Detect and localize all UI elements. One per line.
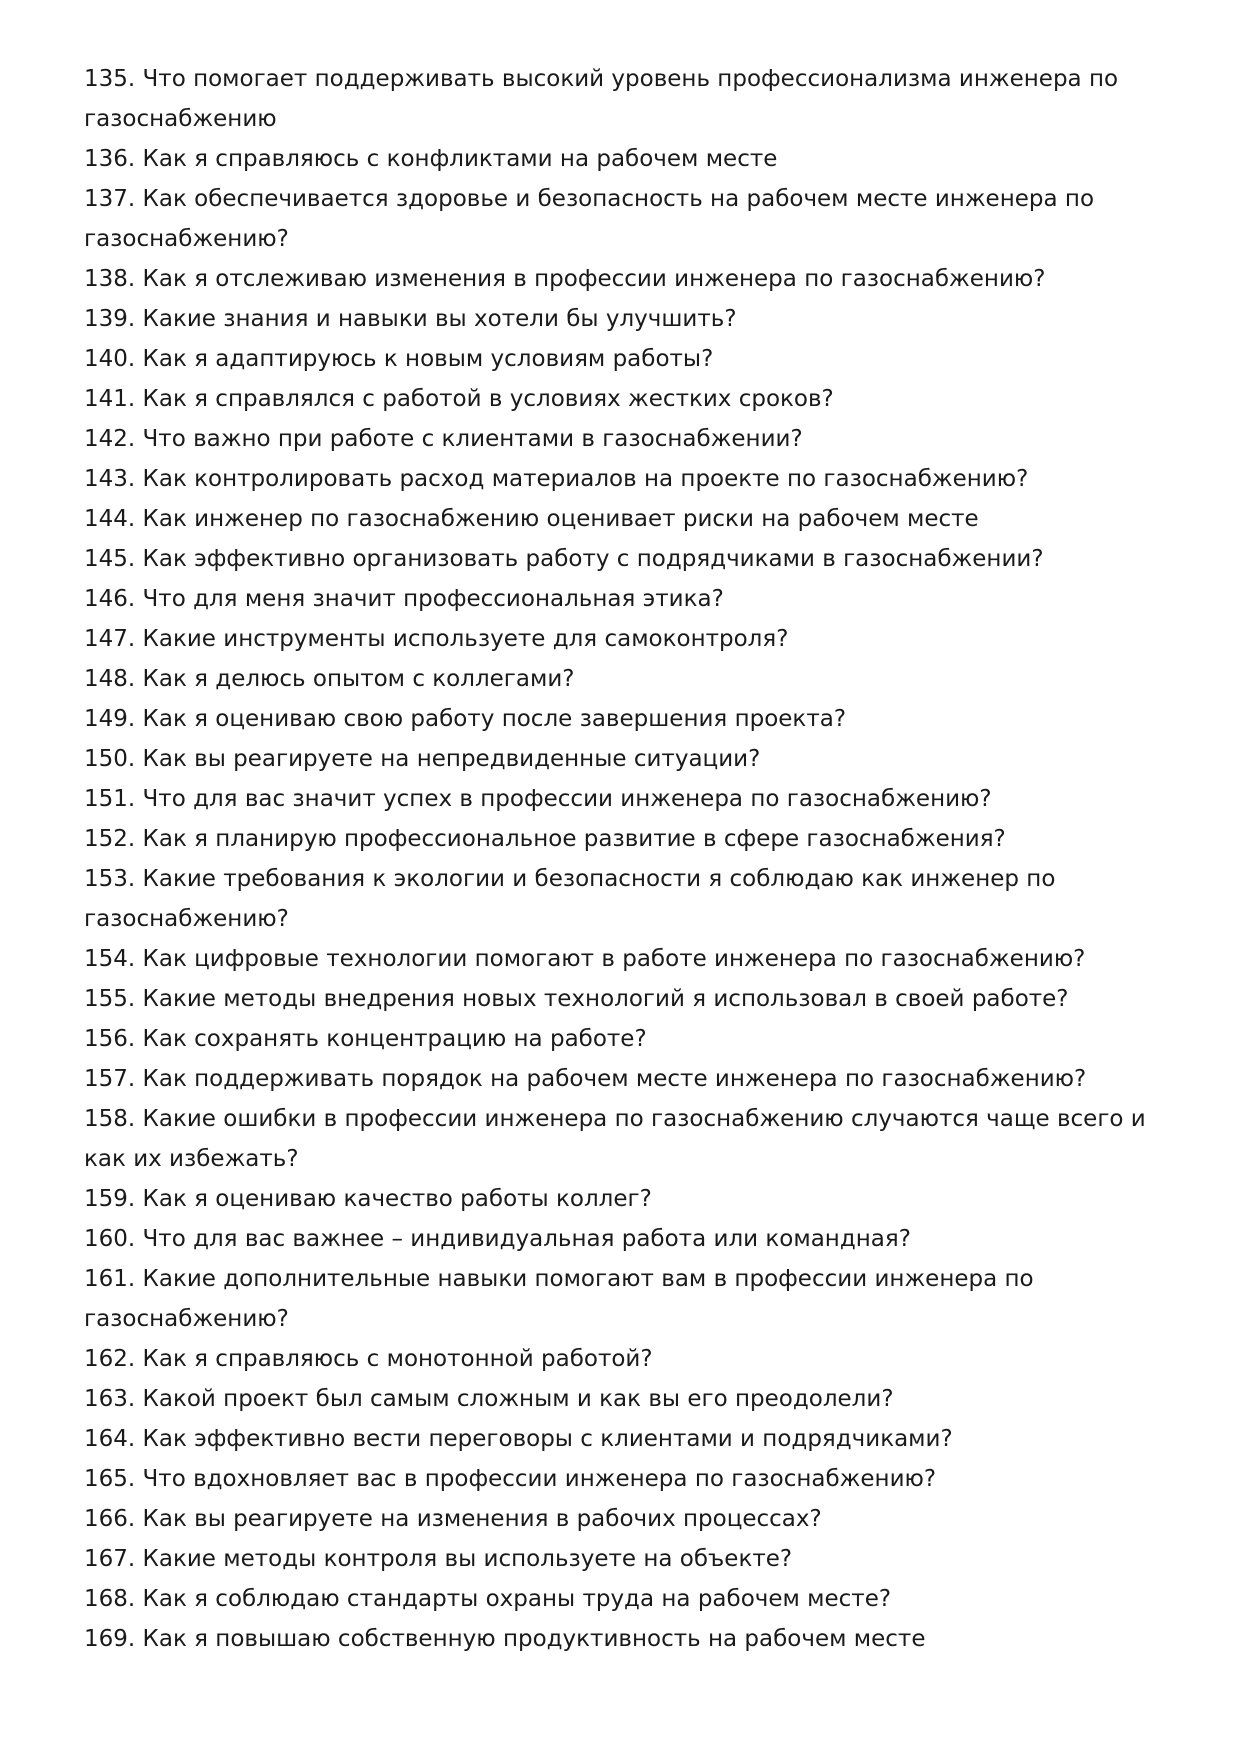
question-item: 156. Как сохранять концентрацию на работе?	[84, 1026, 647, 1052]
question-item: 167. Какие методы контроля вы используете на объекте?	[84, 1546, 793, 1572]
question-item: 135. Что помогает поддерживать высокий уровень профессионализма инженера по газоснабжению	[84, 66, 1119, 132]
question-item: 141. Как я справлялся с работой в условиях жестких сроков?	[84, 386, 834, 412]
question-item: 168. Как я соблюдаю стандарты охраны труда на рабочем месте?	[84, 1586, 892, 1612]
question-item: 139. Какие знания и навыки вы хотели бы улучшить?	[84, 306, 737, 332]
question-item: 159. Как я оцениваю качество работы коллег?	[84, 1186, 652, 1212]
question-item: 161. Какие дополнительные навыки помогают вам в профессии инженера по газоснабжению?	[84, 1266, 1034, 1332]
question-item: 150. Как вы реагируете на непредвиденные ситуации?	[84, 746, 761, 772]
question-item: 148. Как я делюсь опытом с коллегами?	[84, 666, 575, 692]
question-item: 137. Как обеспечивается здоровье и безопасность на рабочем месте инженера по газоснабжению?	[84, 186, 1095, 252]
question-item: 158. Какие ошибки в профессии инженера по газоснабжению случаются чаще всего и как их избежать?	[84, 1106, 1146, 1172]
question-item: 155. Какие методы внедрения новых технологий я использовал в своей работе?	[84, 986, 1069, 1012]
question-item: 145. Как эффективно организовать работу с подрядчиками в газоснабжении?	[84, 546, 1044, 572]
question-item: 164. Как эффективно вести переговоры с клиентами и подрядчиками?	[84, 1426, 953, 1452]
question-list	[84, 59, 1164, 1659]
question-item: 160. Что для вас важнее – индивидуальная работа или командная?	[84, 1226, 911, 1252]
question-item: 146. Что для меня значит профессиональная этика?	[84, 586, 724, 612]
question-item: 149. Как я оцениваю свою работу после завершения проекта?	[84, 706, 847, 732]
question-item: 153. Какие требования к экологии и безопасности я соблюдаю как инженер по газоснабжению?	[84, 866, 1056, 932]
question-item: 169. Как я повышаю собственную продуктивность на рабочем месте	[84, 1626, 926, 1652]
question-item: 138. Как я отслеживаю изменения в профессии инженера по газоснабжению?	[84, 266, 1046, 292]
question-item: 151. Что для вас значит успех в профессии инженера по газоснабжению?	[84, 786, 992, 812]
question-item: 162. Как я справляюсь с монотонной работой?	[84, 1346, 653, 1372]
question-item: 147. Какие инструменты используете для самоконтроля?	[84, 626, 789, 652]
question-item: 157. Как поддерживать порядок на рабочем месте инженера по газоснабжению?	[84, 1066, 1087, 1092]
question-item: 163. Какой проект был самым сложным и как вы его преодолели?	[84, 1386, 894, 1412]
question-item: 152. Как я планирую профессиональное развитие в сфере газоснабжения?	[84, 826, 1006, 852]
question-item: 166. Как вы реагируете на изменения в рабочих процессах?	[84, 1506, 822, 1532]
question-item: 144. Как инженер по газоснабжению оценивает риски на рабочем месте	[84, 506, 979, 532]
question-item: 140. Как я адаптируюсь к новым условиям работы?	[84, 346, 714, 372]
question-item: 154. Как цифровые технологии помогают в работе инженера по газоснабжению?	[84, 946, 1086, 972]
question-item: 143. Как контролировать расход материалов на проекте по газоснабжению?	[84, 466, 1029, 492]
question-item: 136. Как я справляюсь с конфликтами на рабочем месте	[84, 146, 778, 172]
question-item: 142. Что важно при работе с клиентами в газоснабжении?	[84, 426, 803, 452]
question-item: 165. Что вдохновляет вас в профессии инженера по газоснабжению?	[84, 1466, 937, 1492]
